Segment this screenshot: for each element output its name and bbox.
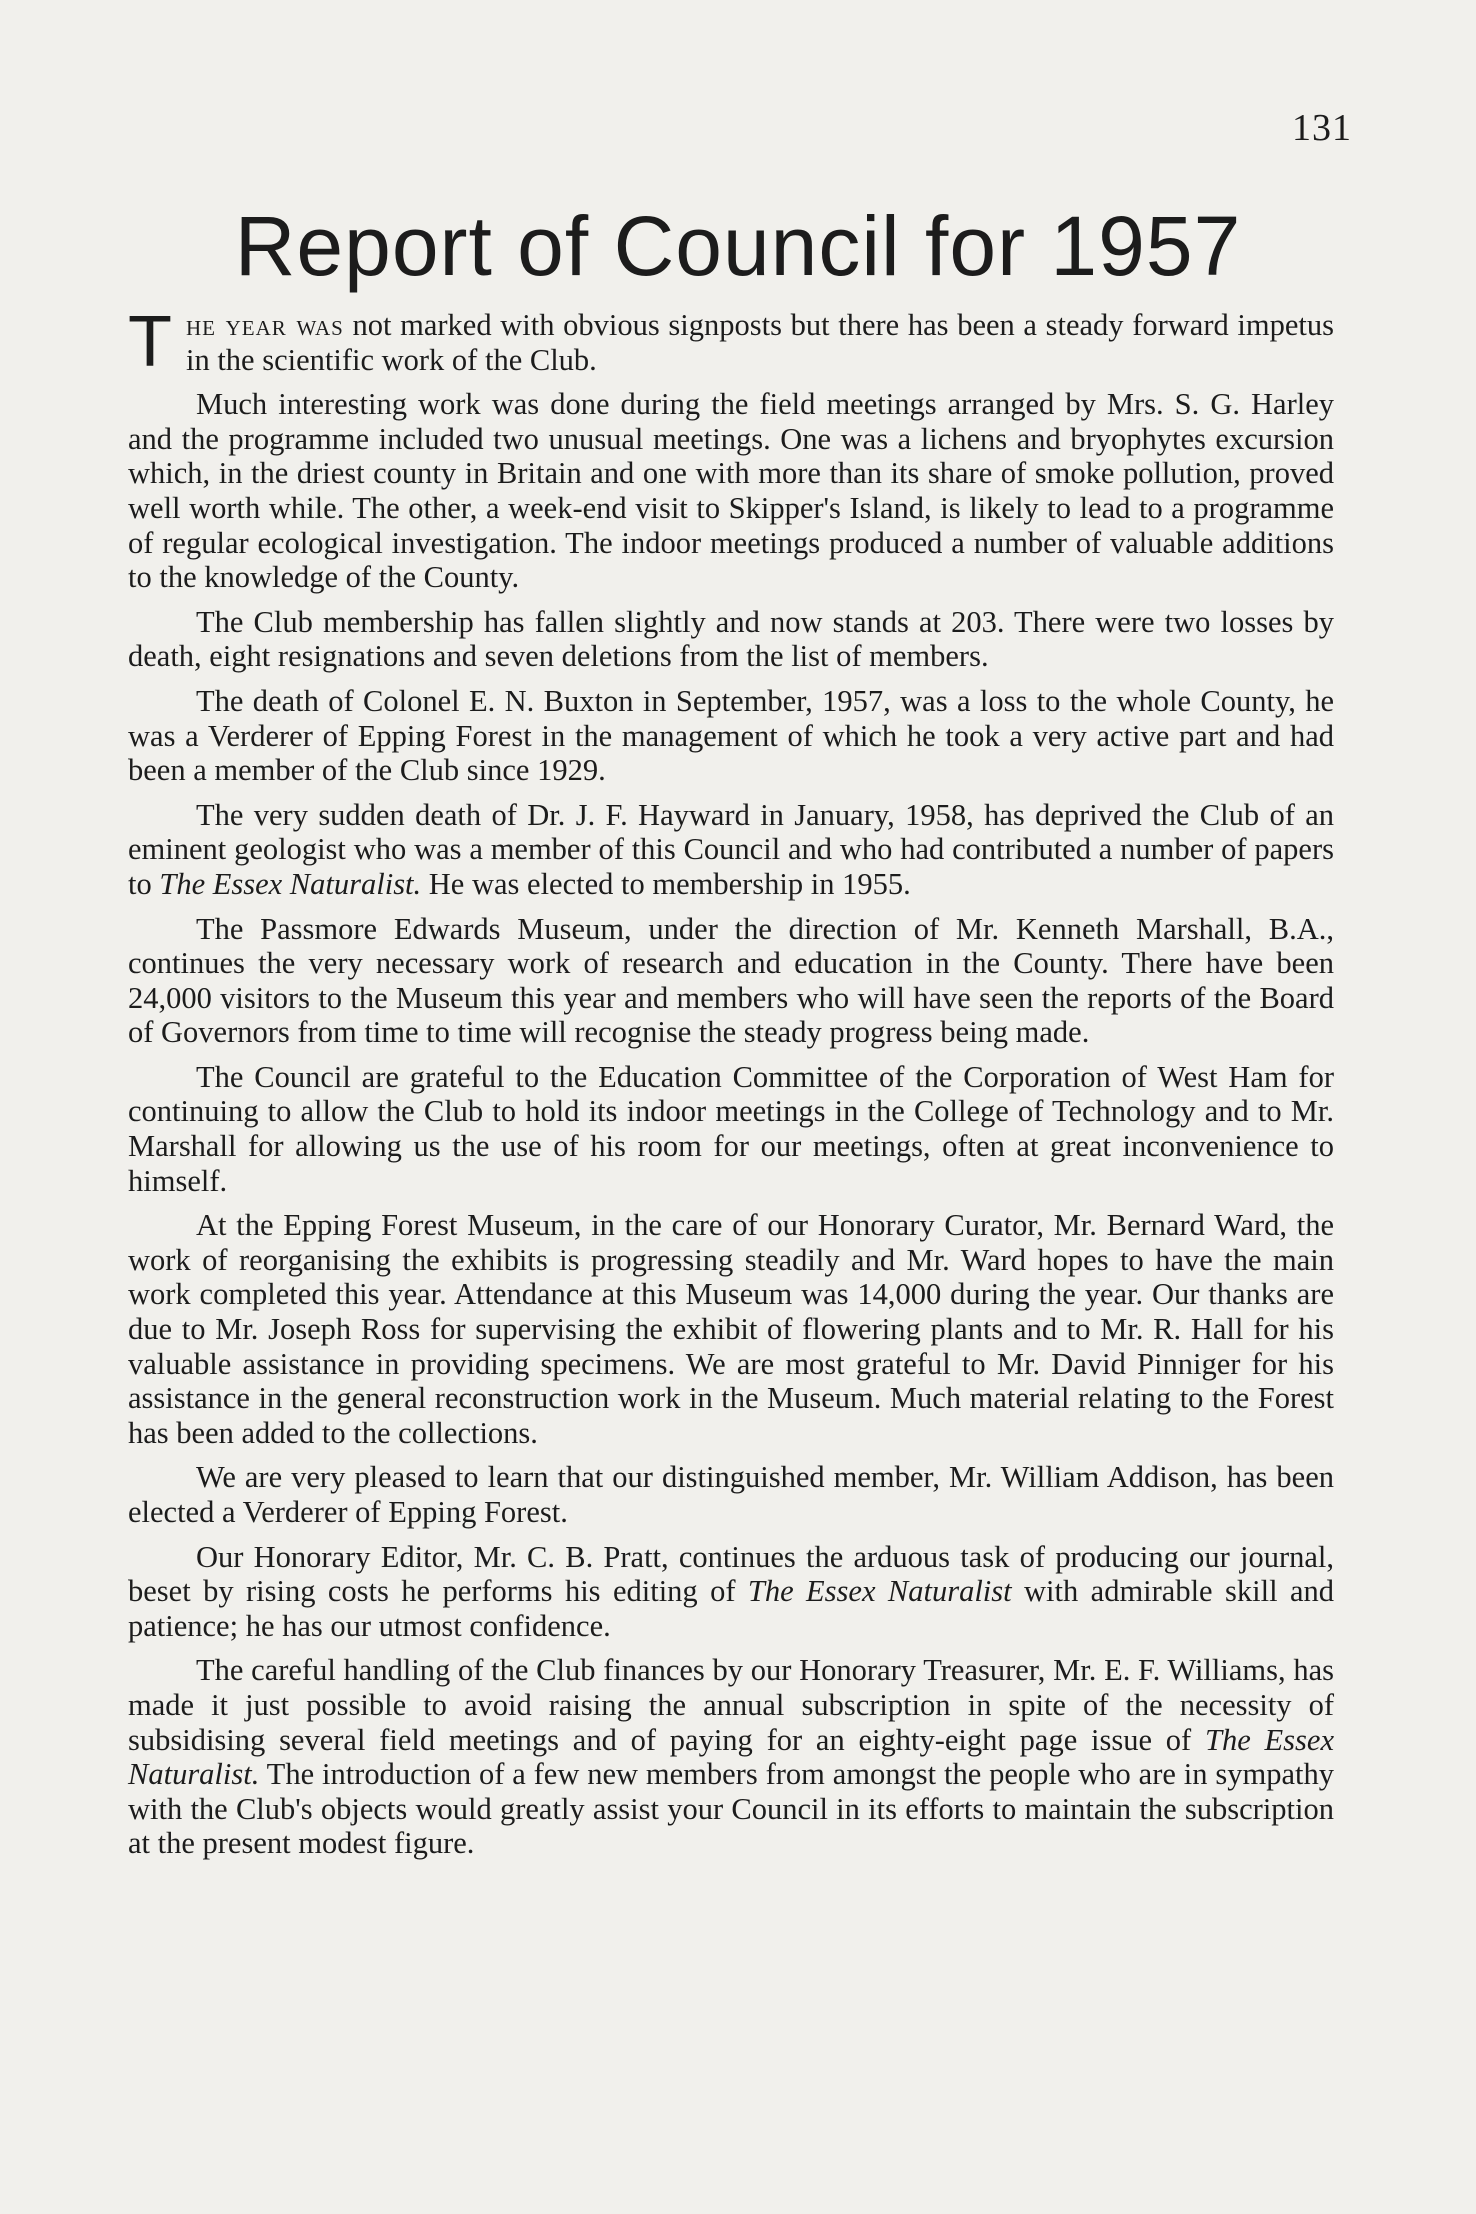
paragraph-intro xyxy=(128,302,1334,382)
journal-title: The Essex Naturalist. xyxy=(159,866,422,901)
text-segment: The introduction of a few new members from amongst the people who are in sympathy with the Club's objects would greatly assist your Council in its efforts to maintain the subscription at the present modest figure. xyxy=(128,1757,1334,1861)
drop-cap: T xyxy=(128,302,172,382)
journal-title: The Essex Naturalist xyxy=(747,1574,1012,1609)
paragraph-addison: We are very pleased to learn that our distinguished member, Mr. William Addison, has been elected a Verderer of Epping Forest. xyxy=(128,1460,1334,1529)
text-segment: Our Honorary Editor, Mr. C. B. Pratt, continues the arduous task of producing our journal, beset by rising costs he performs his editing of xyxy=(128,1539,1334,1609)
paragraph-field-meetings: Much interesting work was done during the field meetings arranged by Mrs. S. G. Harley and the programme included two unusual meetings. One was a lichens and bryophytes excursion which, in the driest county in Britain and one with more than its share of smoke pollution, proved well worth while. The other, a week-end visit to Skipper's Island, is likely to lead to a programme of regular ecological investigation. The indoor meetings produced a number of valuable additions to the knowledge of the County. xyxy=(128,387,1334,595)
paragraph-editor xyxy=(128,1540,1334,1644)
paragraph-epping-museum: At the Epping Forest Museum, in the care of our Honorary Curator, Mr. Bernard Ward, the work of reorganising the exhibits is progressing steadily and Mr. Ward hopes to have the main work completed this year. Attendance at this Museum was 14,000 during the year. Our thanks are due to Mr. Joseph Ross for supervising the exhibit of flowering plants and to Mr. R. Hall for his valuable assistance in providing specimens. We are most grateful to Mr. David Pinniger for his assistance in the general reconstruction work in the Museum. Much material relating to the Forest has been added to the collections. xyxy=(128,1208,1334,1450)
paragraph-buxton-obituary: The death of Colonel E. N. Buxton in September, 1957, was a loss to the whole County, he was a Verderer of Epping Forest in the management of which he took a very active part and had been a member of the Club since 1929. xyxy=(128,683,1334,788)
page-title: Report of Council for 1957 xyxy=(234,199,1242,293)
paragraph-passmore-museum: The Passmore Edwards Museum, under the direction of Mr. Kenneth Marshall, B.A., continues the very necessary work of research and education in the County. There have been 24,000 visitors to the Museum this year and members who will have seen the reports of the Board of Governors from time to time will recognise the steady progress being made. xyxy=(128,911,1334,1050)
paragraph-hayward-obituary xyxy=(128,798,1334,902)
paragraph-treasurer xyxy=(128,1653,1334,1861)
report-body xyxy=(128,302,1334,1871)
intro-text: not marked with obvious signposts but there has been a steady forward impetus in the scientific work of the Club. xyxy=(185,308,1334,377)
text-segment: The very sudden death of Dr. J. F. Hayward in January, 1958, has deprived the Club of an eminent geologist who was a member of this Council and who had contributed a number of papers to xyxy=(128,797,1334,901)
page-number: 131 xyxy=(1292,107,1352,149)
text-segment: The careful handling of the Club finances by our Honorary Treasurer, Mr. E. F. Williams, has made it just possible to avoid raising the annual subscription in spite of the necessity of subsidising several field meetings and of paying for an eighty-eight page issue of xyxy=(128,1653,1334,1757)
text-segment: with admirable skill and patience; he has our utmost confidence. xyxy=(128,1574,1334,1643)
text-segment: He was elected to membership in 1955. xyxy=(421,866,911,901)
paragraph-membership: The Club membership has fallen slightly and now stands at 203. There were two losses by death, eight resignations and seven deletions from the list of members. xyxy=(128,604,1334,674)
paragraph-west-ham: The Council are grateful to the Education Committee of the Corporation of West Ham for continuing to allow the Club to hold its indoor meetings in the College of Technology and to Mr. Marshall for allowing us the use of his room for our meetings, often at great inconvenience to himself. xyxy=(128,1059,1334,1198)
intro-lead-words: he year was xyxy=(185,308,344,342)
journal-title: The Essex Naturalist. xyxy=(128,1722,1334,1792)
